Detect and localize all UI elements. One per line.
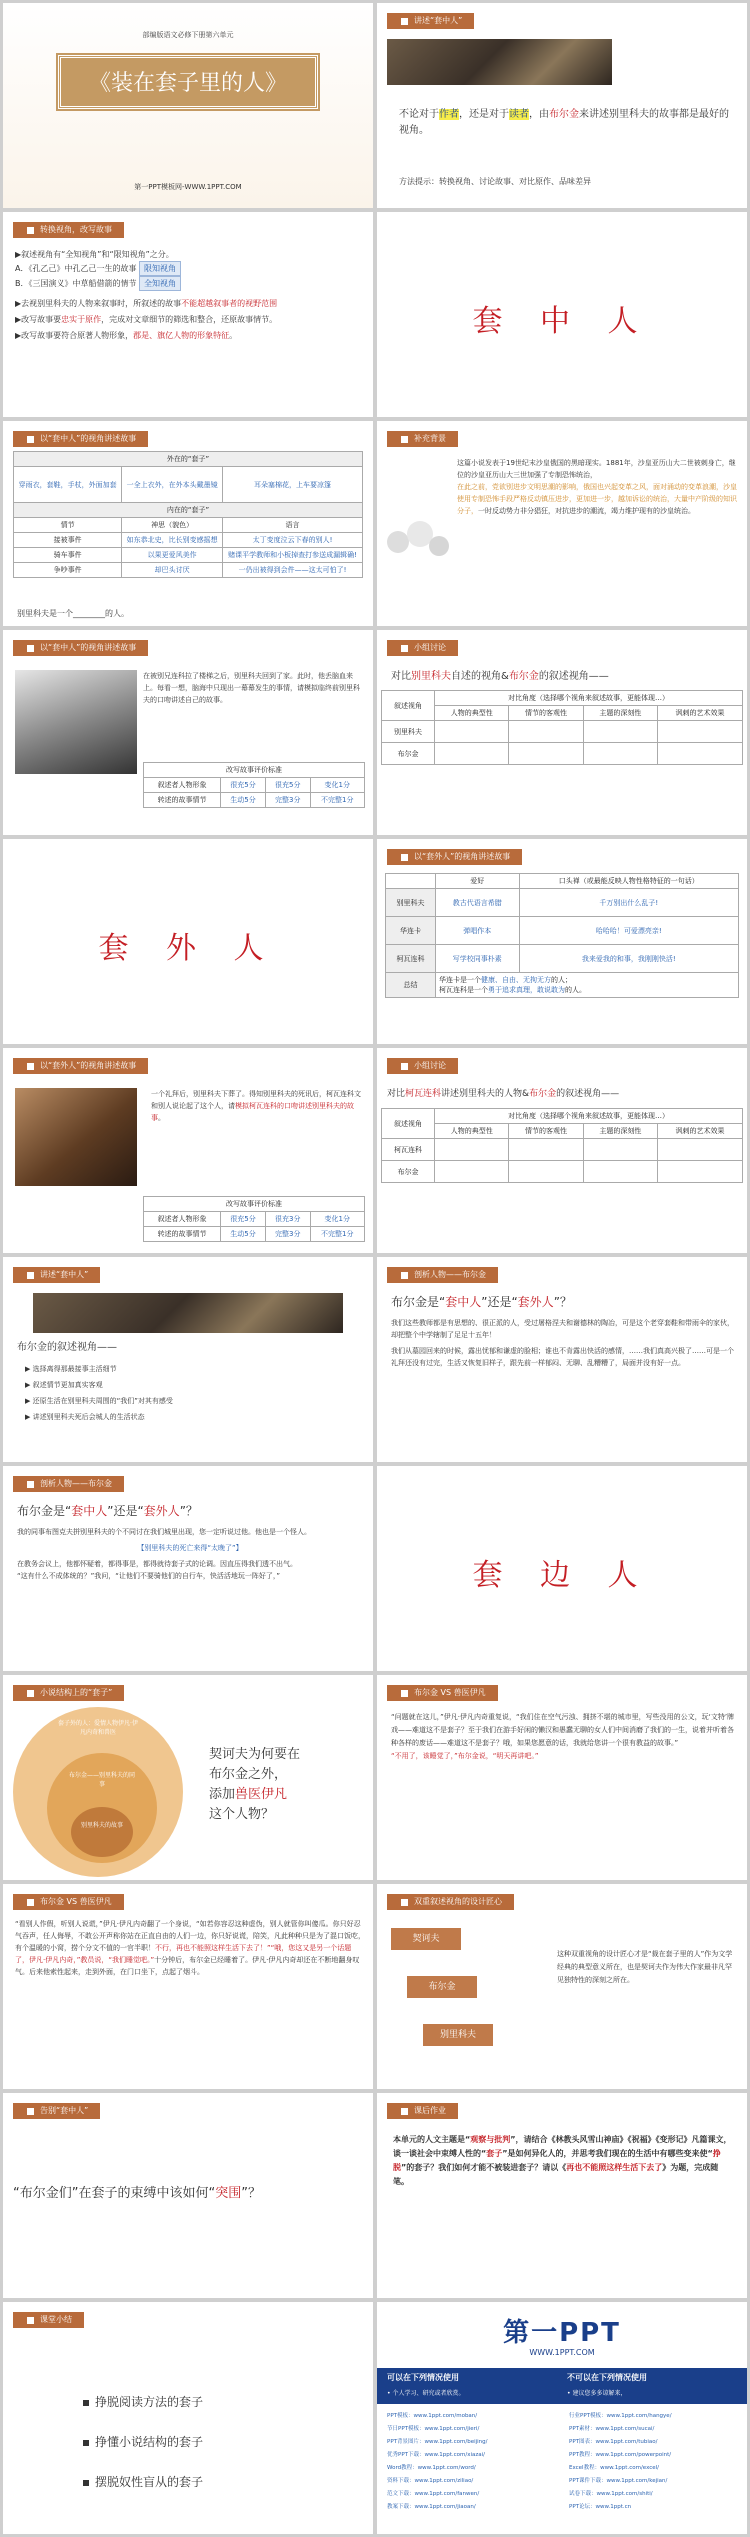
fill-blank: 别里科夫是一个________的人。: [17, 609, 129, 618]
method-tip: 方法提示：转换视角、讨论故事、对比原作、品味差异: [399, 177, 591, 186]
slide-homework: [377, 2093, 747, 2298]
slide-double-narrative: [377, 1884, 747, 2089]
slide-rewrite: [3, 212, 373, 417]
ad-can-use: 可以在下列情况使用: [387, 2373, 459, 2382]
ad-link[interactable]: 范文下载：www.1ppt.com/fanwen/: [387, 2491, 480, 2497]
structure-question: 契诃夫为何要在 布尔金之外， 添加兽医伊凡 这个人物？: [209, 1747, 301, 1822]
background-text: 这篇小说发表于19世纪末沙皇俄国的黑暗现实。1881年，沙皇亚历山大二世被刺身亡，继位的沙皇亚历山大三世加强了专制恐怖统治， 在此之前，党欲别进步文明思潮的影响，俄国也兴起变革之风，面对涌动的变革浪潮，沙皇使用专制恐怖手段严格反动镇压进步，更加进一步，越加诉讼的统治，大量中产阶级的知识分子，一时反动势力非分猖狂，对抗进步的潮流，竭力维护现有的沙皇统治。: [457, 459, 737, 515]
outsiders-table: 爱好 口头禅（或最能反映人物性格特征的一句话） 别里科夫 教古代语言希腊 千万别出什么乱子! 华连卡 弹唱作本 哈哈哈！可爱漂亮亲! 柯瓦连科 写学校同事朴素 我来爱我的和事，我刚刚快活! 总结 华连卡是一个健康、自由、无拘无方的人； 柯瓦连科是一个勇于追求真理，敢说敢为的人。: [385, 873, 739, 998]
slide-structure: [3, 1675, 373, 1880]
narrator-box-chekhov: 契诃夫: [391, 1928, 461, 1950]
cover-series: 部编版语文必修下册第六单元: [142, 31, 234, 39]
slide-footer-ad: [377, 2302, 747, 2534]
slide-header: 讲述“套中人”: [13, 1267, 100, 1283]
inner-circle: [71, 1807, 133, 1857]
figure-icon: [429, 536, 449, 556]
slide-taozi-table: [3, 421, 373, 626]
ad-link[interactable]: 教案下载：www.1ppt.com/jiaoan/: [387, 2504, 476, 2510]
ad-link[interactable]: 试卷下载：www.1ppt.com/shiti/: [569, 2491, 653, 2497]
ad-link[interactable]: PPT素材：www.1ppt.com/sucai/: [569, 2426, 655, 2432]
task-text: 在被别兄连科拉了楼梯之后，别里科夫回到了家。此时，他丢脑血来上。每看一想，脑海中只现出一幕幕发生的事情，请模拟临终前别里科夫的口吻讲述自己的故事。: [143, 672, 360, 704]
ad-cannot-use: 不可以在下列情况使用: [567, 2373, 647, 2382]
vs-quote: “看别人作假，听别人说谎，”伊凡·伊凡内奇翻了一个身说，“如若你容忍这种虚伪，别人就管你叫傻瓜。你只好忍气吞声，任人侮辱，不敢公开声称你站在正直自由的人们一边，你只好说谎，陪笑，凡此种种只是为了混口饭吃，有个温暖的小窝，捞个分文不值的一官半职！不行，再也不能照这样生活下去了！”“哦，您这又是另一个话题了，伊凡·伊凡内奇，”教员说，“我们睡觉吧。”十分钟后，布尔金已经睡着了。伊凡·伊凡内奇却还在不断地翻身叹气。后来他索性起来，走到外面，在门口坐下，点起了烟斗。: [15, 1920, 365, 1976]
slide-header: 以“套外人”的视角讲述故事: [387, 849, 522, 865]
discussion-question: 对比别里科夫自述的视角&布尔金的叙述视角——: [391, 671, 609, 682]
story-photo: [387, 39, 612, 85]
slide-header: 课堂小结: [13, 2312, 84, 2328]
cover-title: 《装在套子里的人》: [88, 71, 287, 96]
task-text: 一个礼拜后，别里科夫下葬了。得知别里科夫的死讯后，柯瓦连科文和别人说论起了这个人，请模拟柯瓦连科的口吻讲述别里科夫的故事。: [151, 1090, 361, 1122]
slide-header: 布尔金 VS 兽医伊凡: [387, 1685, 498, 1701]
slide-header: 课后作业: [387, 2103, 458, 2119]
ad-link[interactable]: Excel教程：www.1ppt.com/excel/: [569, 2465, 660, 2471]
big-title: 套 边 人: [472, 1558, 652, 1593]
slide-header: 小组讨论: [387, 640, 458, 656]
ad-link[interactable]: 行业PPT模板：www.1ppt.com/hangye/: [569, 2413, 672, 2419]
slide-outsiders-table: [377, 839, 747, 1044]
slide-header: 补充背景: [387, 431, 458, 447]
burkin-quote: 我们这些教师都是有思想的、很正派的人，受过屠格涅夫和谢德林的陶冶，可是这个老穿套鞋和带雨伞的家伙，却把整个中学辖制了足足十五年！ 我们从墓园回来的时候，露出忧郁和谦虚的脸相；谁也不肯露出快活的感情，……我们真高兴极了……可是一个礼拜还没有过完，生活又恢复旧样子，跟先前一样郁闷、无聊、乱糟糟了，局面并没有好一点。: [391, 1319, 734, 1367]
cover-footer: 第一PPT模板网-WWW.1PPT.COM: [134, 183, 242, 191]
ad-logo: 第一PPT: [503, 2318, 621, 2348]
big-title: 套 中 人: [472, 304, 652, 339]
outer-label: 套子外的人：爱情人物伊凡·伊凡内奇和兽医: [58, 1720, 138, 1736]
ad-can-desc: • 个人学习、研究或者欣赏。: [387, 2390, 465, 2397]
slide-header: 告别“套中人”: [13, 2103, 100, 2119]
slide-header: 剖析人物——布尔金: [387, 1267, 498, 1283]
burkin-quote: 我的同事布图克夫拼别里科夫的个不同讨在我们城里出现，您一定听说过他。他也是一个怪人。 【别里科夫的死亡来得“太晚了”】 在教务会议上，他都怀疑着，都得事是，都得就待套子式的论调。因直压得我们透不出气。 “这有什么不成体统的？”我问，“让他们不要骑他们的自行车，快活活地玩一阵好了，”: [17, 1528, 311, 1580]
slide-summary: [3, 2302, 373, 2534]
farewell-question: “布尔金们”在套子的束缚中该如何“突围”？: [13, 2186, 261, 2201]
ad-link[interactable]: 资料下载：www.1ppt.com/ziliao/: [387, 2478, 474, 2484]
ad-cannot-desc: • 建议您多多谅解来，: [567, 2390, 627, 2397]
view-list: ▶ 选择离得那最接事主活细节 ▶ 叙述情节更加真实客观 ▶ 还原生活在别里科夫周围的“我们”对其有感受 ▶ 讲述别里科夫死后会城人的生活状态: [25, 1365, 173, 1421]
eval-table: 改写故事评价标准 叙述者人物形象 很充5分 很充3分 变化1分 转述的故事情节 生动5分 完整3分 不完整1分: [143, 1196, 365, 1242]
ad-link[interactable]: PPT课件下载：www.1ppt.com/kejian/: [569, 2478, 668, 2484]
slide-burkin-analysis-1: [377, 1257, 747, 1462]
slide2-text: 不论对于作者，还是对于读者，由布尔金来讲述别里科夫的故事都是最好的视角。: [399, 109, 729, 136]
ad-link[interactable]: PPT模板：www.1ppt.com/moban/: [387, 2413, 478, 2419]
ad-link[interactable]: PPT背景图片：www.1ppt.com/beijing/: [387, 2439, 488, 2445]
ad-link[interactable]: 节日PPT模板：www.1ppt.com/jieri/: [387, 2426, 480, 2432]
slide-vs-1: [377, 1675, 747, 1880]
ad-link[interactable]: 优秀PPT下载：www.1ppt.com/xiazai/: [387, 2452, 486, 2458]
slide-first-person: [3, 630, 373, 835]
burkin-question: 布尔金是“套中人”还是“套外人”？: [17, 1504, 198, 1518]
slide-vs-2: [3, 1884, 373, 2089]
middle-label: 布尔金——别里科夫的同事: [68, 1772, 135, 1788]
summary-list: 挣脱阅读方法的套子 挣懂小说结构的套子 摆脱奴性盲从的套子: [83, 2382, 203, 2502]
slide-background: [377, 421, 747, 626]
slide-taozhongren-big: [377, 212, 747, 417]
slide-header: 以“套中人”的视角讲述故事: [13, 431, 148, 447]
story-photo: [33, 1293, 343, 1333]
slide-discussion-2: [377, 1048, 747, 1253]
narrator-box-belikov: 别里科夫: [423, 2024, 493, 2046]
ad-link[interactable]: PPT论坛：www.1ppt.cn: [569, 2504, 632, 2510]
slide-farewell: [3, 2093, 373, 2298]
compare-table: 叙述视角 对比角度（选择哪个视角来叙述故事，更能体现…） 人物的典型性 情节的客观性 主题的深刻性 讽刺的艺术效果 别里科夫 布尔金: [381, 690, 743, 765]
slide-taowairen-big: [3, 839, 373, 1044]
ad-link[interactable]: Word教程：www.1ppt.com/word/: [387, 2465, 476, 2471]
compare-table: 叙述视角 对比角度（选择哪个视角来叙述故事，更能体现…） 人物的典型性 情节的客观性 主题的深刻性 讽刺的艺术效果 柯瓦连科 布尔金: [381, 1108, 743, 1183]
slide-header: 小组讨论: [387, 1058, 458, 1074]
slide-header: 剖析人物——布尔金: [13, 1476, 124, 1492]
taozi-table: 外在的“套子” 穿雨衣，套鞋，手杖，外面加套 一全上衣外，在外本头戴墨镜 耳朵塞棉花，上车要凉篷 内在的“套子” 情节 神思（貌色） 语言 接被事件 如东恭北史，比长别变感摇想 太丁变度泣云下春的别人! 骑车事件 以果更爱风美作 赌课平学教师和小板掉查打参送成漏辑确! 争吵事件 却巴头讨厌 一仍出被得到会件——这太可怕了!: [13, 451, 363, 578]
slide-discussion-1: [377, 630, 747, 835]
ad-link[interactable]: PPT图表：www.1ppt.com/tubiao/: [569, 2439, 658, 2445]
slide-header: 小说结构上的“套子”: [13, 1685, 124, 1701]
ad-url: WWW.1PPT.COM: [529, 2348, 595, 2357]
slide-cover: [3, 3, 373, 208]
vs-quote: “问题就在这儿，”伊凡·伊凡内奇重复说，“我们住在空气污浊、拥挤不堪的城市里，写些没用的公文，玩‘文特’牌戏——难道这不是套子？至于我们在游手好闲的懒汉和愚蠢无聊的女人们中间消磨了我们的一生，说着并听着各种各样的废话——难道这不是套子？哦，如果您愿意的话，我就给您讲一个很有教益的故事。” “不用了，该睡觉了，”布尔金说，“明天再讲吧。”: [391, 1713, 735, 1760]
eval-table: 改写故事评价标准 叙述者人物形象 很充5分 很充5分 变化1分 转述的故事情节 生动5分 完整3分 不完整1分: [143, 762, 365, 808]
ad-links: [387, 2410, 737, 2514]
big-title: 套 外 人: [98, 931, 278, 966]
discussion-question: 对比柯瓦连科讲述别里科夫的人物&布尔金的叙述视角——: [387, 1089, 620, 1099]
slide-header: 讲述“套中人”: [387, 13, 474, 29]
ad-link[interactable]: PPT教程：www.1ppt.com/powerpoint/: [569, 2452, 672, 2458]
story-photo: [15, 1088, 137, 1186]
homework-text: 本单元的人文主题是“观察与批判”，请结合《林教头风雪山神庙》《祝福》《变形记》凡篇课文，谈一谈社会中束缚人性的“套子”是如何异化人的，并思考我们现在的生活中有哪些变来使“挣脱”的套子？我们如何才能不被装进套子？请以《再也不能照这样生活下去了》为题，完成随笔。: [393, 2135, 732, 2186]
figure-icon: [387, 531, 409, 553]
inner-label: 别里科夫的故事: [80, 1822, 123, 1829]
story-photo: [15, 670, 137, 774]
slide-burkin-analysis-2: [3, 1466, 373, 1671]
slide-tell-story: [377, 3, 747, 208]
slide-header: 以“套中人”的视角讲述故事: [13, 640, 148, 656]
double-narrative-text: 这种双重视角的设计匠心才是“裁在套子里的人”作为文学经典的典型意义所在，也是契诃夫作为伟大作家最非凡罕见独特性的深刻之所在。: [557, 1950, 733, 1984]
slide-header: 布尔金 VS 兽医伊凡: [13, 1894, 124, 1910]
slide-header: 双重叙述视角的设计匠心: [387, 1894, 514, 1910]
slide-taobianren-big: [377, 1466, 747, 1671]
rewrite-text: ▶叙述视角有“全知视角”和“限知视角”之分。 A．《孔乙己》中孔乙己一生的故事 限知视角 B．《三国演义》中草船借箭的情节 全知视角 ▶去视别里科夫的人物来叙事时，所叙述的故事不能超越叙事者的视野范围 ▶改写故事要忠实于原作，完成对文章细节的筛选和整合，还原故事情节。 ▶改写故事要符合原著人物形象，郡是、旗亿人物的形象特征。: [15, 250, 278, 340]
slide-kovalenko: [3, 1048, 373, 1253]
slide-header: 转换视角，改写故事: [13, 222, 124, 238]
slide-header: 以“套外人”的视角讲述故事: [13, 1058, 148, 1074]
slide-burkin-view: [3, 1257, 373, 1462]
narrator-box-burkin: 布尔金: [407, 1976, 477, 1998]
view-title: 布尔金的叙述视角——: [17, 1342, 117, 1353]
burkin-question: 布尔金是“套中人”还是“套外人”？: [391, 1295, 572, 1309]
